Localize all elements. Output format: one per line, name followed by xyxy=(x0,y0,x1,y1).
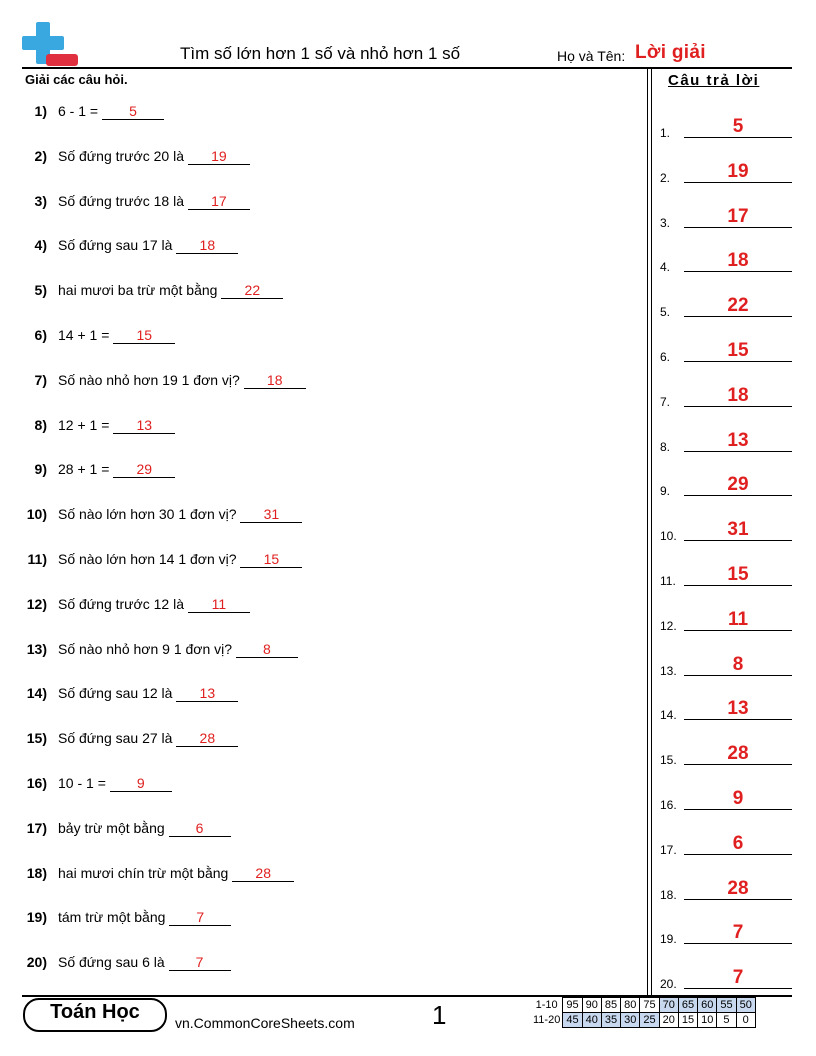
answer-key-row xyxy=(660,334,795,364)
score-cell: 15 xyxy=(678,1013,697,1028)
question-number: 10) xyxy=(26,506,47,523)
score-cell: 55 xyxy=(717,998,736,1013)
score-cell: 75 xyxy=(640,998,659,1013)
question-row xyxy=(0,327,640,351)
answer-key-number: 3. xyxy=(660,215,671,230)
answer-blank: 15 xyxy=(113,327,175,344)
answer-key-row xyxy=(660,468,795,498)
question-row xyxy=(0,551,640,575)
answer-key-row xyxy=(660,961,795,991)
question-row xyxy=(0,461,640,485)
question-number: 7) xyxy=(34,371,47,388)
question-text: Số đứng sau 12 là 13 xyxy=(58,685,238,702)
score-cell: 70 xyxy=(659,998,678,1013)
answer-key-row xyxy=(660,155,795,185)
answer-blank: 13 xyxy=(113,417,175,434)
answer-blank: 8 xyxy=(236,641,298,658)
answer-blank: 28 xyxy=(176,730,238,747)
answer-key-value: 6 xyxy=(732,832,744,854)
answer-key-row xyxy=(660,424,795,454)
answer-key-value: 31 xyxy=(727,519,749,541)
score-row xyxy=(530,1013,755,1028)
question-number: 13) xyxy=(26,640,47,657)
page-number: 1 xyxy=(432,1000,447,1030)
question-text: Số đứng trước 12 là 11 xyxy=(58,596,250,613)
answer-key-number: 16. xyxy=(660,798,677,812)
question-row xyxy=(0,237,640,261)
question-number: 6) xyxy=(34,327,47,343)
question-text: 14 + 1 = 15 xyxy=(58,327,175,344)
answer-key-row xyxy=(660,872,795,902)
question-text: 6 - 1 = 5 xyxy=(58,103,164,120)
question-number: 2) xyxy=(34,147,47,164)
answer-blank: 18 xyxy=(176,237,238,254)
question-row xyxy=(0,865,640,889)
score-row-label: 1-10 xyxy=(535,999,558,1011)
score-cell: 60 xyxy=(698,998,717,1013)
answer-key-number: 13. xyxy=(660,663,677,678)
score-table xyxy=(530,997,756,1028)
answer-key-row xyxy=(660,782,795,812)
brand-text: Toán Học xyxy=(50,1001,140,1023)
answer-blank: 6 xyxy=(169,820,231,837)
answer-key-value: 15 xyxy=(727,340,749,361)
answer-blank: 7 xyxy=(169,909,231,926)
question-text: 10 - 1 = 9 xyxy=(58,775,172,792)
question-row xyxy=(0,909,640,933)
answer-key-value: 11 xyxy=(727,608,749,630)
question-text: 12 + 1 = 13 xyxy=(58,417,175,434)
question-row xyxy=(0,775,640,799)
answer-key-row xyxy=(660,200,795,230)
score-cell: 5 xyxy=(717,1013,736,1028)
answer-key-row xyxy=(660,558,795,588)
question-row xyxy=(0,282,640,306)
question-number: 18) xyxy=(26,864,47,881)
answer-key-row xyxy=(660,289,795,319)
answer-key-row xyxy=(660,603,795,633)
question-row xyxy=(0,641,640,665)
answer-key-number: 2. xyxy=(660,170,671,185)
question-number: 4) xyxy=(34,237,47,254)
score-cell: 90 xyxy=(582,998,601,1013)
page-title: Tìm số lớn hơn 1 số và nhỏ hơn 1 số xyxy=(180,44,461,63)
question-row xyxy=(0,103,640,127)
score-cell: 25 xyxy=(640,1013,659,1028)
answer-blank: 5 xyxy=(102,103,164,120)
question-text: Số nào nhỏ hơn 9 1 đơn vị? 8 xyxy=(58,641,298,658)
question-text: Số đứng sau 6 là 7 xyxy=(58,954,231,971)
answer-key-value: 13 xyxy=(727,429,749,451)
answer-key-value: 28 xyxy=(727,743,749,765)
answer-key-value: 9 xyxy=(732,788,744,809)
answer-key-number: 7. xyxy=(660,394,671,409)
answer-key-value: 8 xyxy=(732,653,744,675)
score-cell: 35 xyxy=(601,1013,620,1028)
header-rule xyxy=(22,67,792,69)
question-number: 8) xyxy=(34,416,47,433)
score-cell: 65 xyxy=(678,998,697,1013)
answer-key-value: 5 xyxy=(732,116,744,137)
question-number: 9) xyxy=(34,461,47,478)
question-text: Số đứng trước 18 là 17 xyxy=(58,193,250,210)
question-row xyxy=(0,372,640,396)
answer-blank: 11 xyxy=(188,596,250,613)
answer-key-number: 12. xyxy=(660,618,677,633)
name-label: Họ và Tên: xyxy=(557,48,626,64)
question-row xyxy=(0,954,640,978)
answer-key-value: 18 xyxy=(727,250,749,272)
answer-key-number: 17. xyxy=(660,842,677,857)
score-cell: 0 xyxy=(736,1013,755,1028)
answer-key-number: 5. xyxy=(660,305,671,320)
answer-key-number: 4. xyxy=(660,260,671,275)
question-number: 1) xyxy=(34,103,47,119)
score-cell: 20 xyxy=(659,1013,678,1028)
answer-key-row xyxy=(660,379,795,409)
answer-key-number: 1. xyxy=(660,126,671,140)
instructions: Giải các câu hỏi. xyxy=(25,72,128,87)
answer-key-value: 15 xyxy=(727,564,749,585)
answer-key-row xyxy=(660,244,795,274)
answer-key-row xyxy=(660,648,795,678)
question-text: Số nào lớn hơn 14 1 đơn vị? 15 xyxy=(58,551,302,568)
score-cell: 30 xyxy=(621,1013,640,1028)
answer-key-value: 17 xyxy=(727,205,749,227)
answer-key-number: 18. xyxy=(660,887,677,902)
score-row-label: 11-20 xyxy=(533,1014,561,1026)
score-row xyxy=(530,998,755,1013)
answer-key-value: 7 xyxy=(732,967,744,989)
answer-key-number: 15. xyxy=(660,753,677,768)
question-text: 28 + 1 = 29 xyxy=(58,461,175,478)
score-cell: 50 xyxy=(736,998,755,1013)
answer-key-number: 11. xyxy=(660,574,676,588)
answer-key-row xyxy=(660,513,795,543)
answer-key-value: 29 xyxy=(727,474,749,496)
answer-blank: 31 xyxy=(240,506,302,523)
answer-key-value: 7 xyxy=(732,922,744,944)
question-text: Số đứng trước 20 là 19 xyxy=(58,148,250,165)
score-cell: 10 xyxy=(698,1013,717,1028)
answer-key-number: 20. xyxy=(660,977,677,992)
question-row xyxy=(0,730,640,754)
answer-blank: 15 xyxy=(240,551,302,568)
answer-key-number: 14. xyxy=(660,708,677,723)
answer-key-value: 13 xyxy=(727,698,749,720)
answer-key-value: 18 xyxy=(727,384,749,406)
answer-blank: 19 xyxy=(188,148,250,165)
question-number: 15) xyxy=(26,730,47,747)
question-number: 20) xyxy=(26,954,47,971)
answer-key-number: 19. xyxy=(660,932,677,947)
column-divider xyxy=(651,68,652,996)
answer-key-number: 8. xyxy=(660,439,671,454)
question-number: 12) xyxy=(26,595,47,612)
score-cell: 45 xyxy=(563,1013,582,1028)
question-text: bảy trừ một bằng 6 xyxy=(58,820,231,837)
question-text: tám trừ một bằng 7 xyxy=(58,909,231,926)
score-cell: 95 xyxy=(563,998,582,1013)
answer-blank: 13 xyxy=(176,685,238,702)
score-cell: 40 xyxy=(582,1013,601,1028)
question-number: 11) xyxy=(27,551,47,567)
answer-blank: 9 xyxy=(110,775,172,792)
answer-key-value: 19 xyxy=(727,160,749,182)
question-number: 17) xyxy=(26,819,47,836)
answer-key-value: 28 xyxy=(727,877,749,899)
score-cell: 80 xyxy=(621,998,640,1013)
question-number: 5) xyxy=(34,282,47,299)
answer-key-row xyxy=(660,737,795,767)
answer-blank: 29 xyxy=(113,461,175,478)
question-row xyxy=(0,148,640,172)
question-row xyxy=(0,820,640,844)
answer-key-number: 10. xyxy=(660,529,677,544)
answer-key-value: 22 xyxy=(727,295,749,317)
question-row xyxy=(0,596,640,620)
column-divider xyxy=(647,68,648,996)
answer-key-number: 6. xyxy=(660,350,671,364)
question-number: 16) xyxy=(26,775,47,791)
answer-blank: 7 xyxy=(169,954,231,971)
question-text: Số đứng sau 17 là 18 xyxy=(58,237,238,254)
question-row xyxy=(0,685,640,709)
question-number: 3) xyxy=(34,192,47,209)
question-number: 19) xyxy=(26,909,47,926)
question-text: hai mươi ba trừ một bằng 22 xyxy=(58,282,283,299)
answer-blank: 18 xyxy=(244,372,306,389)
answer-key-row xyxy=(660,110,795,140)
answer-key-row xyxy=(660,916,795,946)
plus-minus-logo-icon xyxy=(22,22,80,68)
answer-blank: 17 xyxy=(188,193,250,210)
question-row xyxy=(0,417,640,441)
question-number: 14) xyxy=(26,685,47,702)
question-text: Số nào nhỏ hơn 19 1 đơn vị? 18 xyxy=(58,372,306,389)
answer-blank: 28 xyxy=(232,865,294,882)
question-text: Số nào lớn hơn 30 1 đơn vị? 31 xyxy=(58,506,302,523)
site-url: vn.CommonCoreSheets.com xyxy=(175,1015,355,1031)
name-value: Lời giải xyxy=(635,42,706,63)
answer-key-row xyxy=(660,827,795,857)
answer-key-number: 9. xyxy=(660,484,671,499)
question-row xyxy=(0,193,640,217)
question-text: hai mươi chín trừ một bằng 28 xyxy=(58,865,294,882)
score-cell: 85 xyxy=(601,998,620,1013)
answer-key-row xyxy=(660,692,795,722)
answers-header: Câu trả lời xyxy=(668,72,760,89)
question-row xyxy=(0,506,640,530)
answer-blank: 22 xyxy=(221,282,283,299)
question-text: Số đứng sau 27 là 28 xyxy=(58,730,238,747)
